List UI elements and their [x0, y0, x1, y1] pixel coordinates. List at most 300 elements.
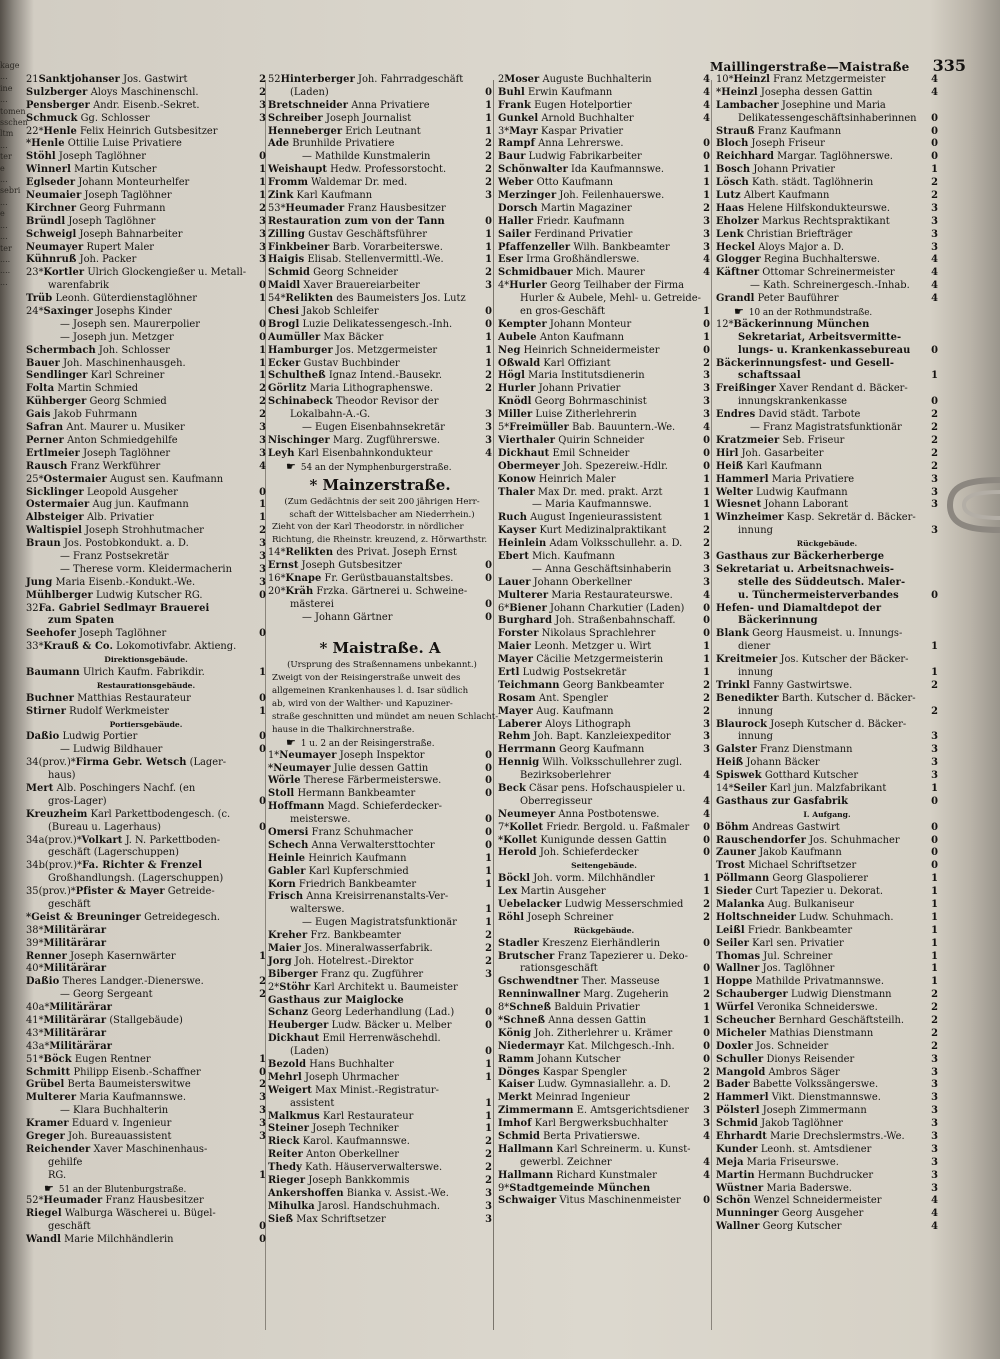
resident-details: Eugen Hotelportier [534, 99, 632, 111]
house-number: 52* [26, 1195, 44, 1207]
resident-details: Fanny Gastwirtswe. [753, 679, 853, 691]
resident-surname: Ertlmeier [26, 447, 80, 459]
resident-surname: Maier [498, 641, 532, 653]
floor-number: 0 [931, 795, 938, 807]
directory-entry [26, 1131, 266, 1144]
resident-surname: Kirchner [26, 202, 77, 214]
directory-entry [498, 190, 710, 203]
floor-number: 2 [931, 1040, 938, 1052]
resident-details: Kaspar Spengler [542, 1066, 627, 1078]
resident-details: Heinrich Kaufmann [308, 852, 407, 864]
directory-column-3 [498, 74, 710, 1336]
resident-details: Karl Kaufmann [746, 460, 822, 472]
directory-entry [26, 1118, 266, 1131]
resident-surname: Baur [498, 151, 526, 163]
household-member [268, 151, 492, 164]
resident-surname: Kayser [498, 525, 537, 537]
directory-entry [26, 448, 266, 461]
edge-fragment: ... [0, 175, 8, 185]
resident-surname: *Geist & Breuninger [26, 911, 141, 923]
resident-surname: Strauß [716, 125, 755, 137]
edge-fragment: sschen [0, 118, 28, 128]
directory-entry [498, 345, 710, 358]
resident-details: Joseph Taglöhner [84, 190, 172, 202]
floor-number: 0 [931, 151, 938, 163]
resident-details: assistent [290, 1097, 335, 1109]
floor-number: 3 [485, 968, 492, 980]
directory-entry [498, 512, 710, 525]
entry-continuation [716, 731, 938, 744]
directory-entry [26, 190, 266, 203]
resident-details: Jos. Schuhmacher [809, 834, 900, 846]
floor-number: 1 [485, 1097, 492, 1109]
edge-fragment: e [0, 163, 5, 173]
resident-details: Berta Privatierswe. [543, 1131, 641, 1143]
house-number: 20* [268, 585, 286, 597]
directory-entry [498, 1092, 710, 1105]
directory-entry [26, 216, 266, 229]
directory-entry [498, 435, 710, 448]
house-number: 8* [498, 1002, 510, 1014]
floor-number: 0 [485, 826, 492, 838]
street-description [268, 509, 492, 522]
resident-surname: Rosam [498, 692, 536, 704]
resident-surname: Greger [26, 1131, 65, 1143]
entry-continuation [26, 1170, 266, 1183]
resident-surname: Saxinger [43, 306, 94, 318]
resident-details: Kat. Milchgesch.-Inh. [567, 1040, 675, 1052]
directory-entry [498, 809, 710, 822]
floor-number: 1 [485, 344, 492, 356]
line-text: 1 u. 2 an der Reisingerstraße. [300, 738, 435, 749]
floor-number: 0 [485, 215, 492, 227]
floor-number: 1 [485, 1059, 492, 1071]
resident-details: Eduard v. Ingenieur [71, 1118, 172, 1130]
directory-entry [716, 873, 938, 886]
resident-details: Aug. Bulkaniseur [767, 899, 854, 910]
resident-surname: Benedikter [716, 692, 779, 704]
resident-surname: Schwaiger [498, 1195, 557, 1207]
floor-number: 3 [931, 202, 938, 214]
resident-details: Vitus Maschinenmeister [559, 1195, 681, 1207]
directory-entry [268, 573, 492, 586]
directory-entry [716, 254, 938, 267]
resident-details: — Joseph sen. Maurerpolier [60, 318, 200, 330]
directory-entry [268, 1214, 492, 1227]
floor-number: 2 [259, 525, 266, 537]
resident-surname: Thaler [498, 486, 535, 498]
floor-number: 4 [931, 280, 938, 292]
directory-entry [716, 963, 938, 976]
running-title: Maillingerstraße—Maistraße [710, 60, 910, 74]
directory-entry [26, 1195, 266, 1208]
resident-surname: Pfaffenzeller [498, 241, 571, 253]
directory-entry [26, 203, 266, 216]
directory-entry [268, 775, 492, 788]
resident-surname: Militärärar [43, 937, 107, 949]
house-number: 5* [498, 422, 510, 434]
floor-number: 1 [703, 177, 710, 189]
floor-number: 1 [703, 306, 710, 318]
resident-details: Cäcilie Metzgermeisterin [536, 654, 664, 666]
floor-number: 3 [259, 1118, 266, 1130]
resident-details: Jos. Kutscher der Bäcker- [780, 654, 909, 666]
directory-entry [268, 840, 492, 853]
directory-entry [26, 74, 266, 87]
resident-details: Bezirksoberlehrer [520, 770, 611, 782]
entry-continuation [716, 577, 938, 590]
directory-entry [268, 1007, 492, 1020]
floor-number: 3 [931, 499, 938, 511]
resident-surname: Pöllmann [716, 873, 770, 885]
resident-details: Barb. Vorarbeiterswe. [332, 241, 443, 253]
house-number: 14* [268, 547, 286, 559]
resident-surname: Schreiber [268, 112, 323, 124]
resident-surname: Schauberger [716, 989, 788, 1001]
line-text: Portiersgebäude. [109, 719, 183, 729]
entry-continuation [716, 641, 938, 654]
resident-details: Ludwig Dienstmann [790, 989, 892, 1001]
resident-surname: Bäckerinnung [738, 615, 818, 627]
resident-surname: Aumüller [268, 331, 321, 343]
resident-details: Luise Zitherlehrerin [535, 409, 637, 421]
directory-entry [716, 87, 938, 100]
floor-number: 3 [259, 447, 266, 459]
resident-details: Johann Privatier [753, 164, 836, 176]
floor-number: 1 [485, 254, 492, 266]
directory-entry [26, 925, 266, 938]
floor-number: 4 [931, 74, 938, 85]
resident-details: — Ludwig Bildhauer [60, 744, 163, 756]
directory-entry [26, 293, 266, 306]
directory-entry [716, 358, 938, 371]
directory-entry [26, 525, 266, 538]
resident-details: Mathias Dienstmann [769, 1027, 874, 1039]
resident-details: des Baumeisters Jos. Lutz [336, 293, 466, 305]
directory-entry [716, 628, 938, 641]
directory-entry [716, 976, 938, 989]
directory-entry [268, 827, 492, 840]
resident-surname: Firma Gebr. Wetsch [75, 757, 187, 769]
directory-entry [498, 1195, 710, 1208]
directory-entry [498, 886, 710, 899]
resident-surname: Nischinger [268, 434, 330, 446]
directory-entry [716, 654, 938, 667]
floor-number: 0 [485, 572, 492, 584]
floor-number: 3 [703, 731, 710, 743]
floor-number: 3 [931, 1143, 938, 1155]
floor-number: 4 [703, 99, 710, 111]
directory-entry [268, 1111, 492, 1124]
resident-details: Erwin Kaufmann [528, 86, 613, 98]
building-subheading [498, 860, 710, 873]
resident-details: Rudolf Werkmeister [69, 705, 170, 717]
resident-surname: Schinabeck [268, 396, 333, 408]
resident-surname: Heumader [43, 1195, 103, 1207]
resident-surname: Eholzer [716, 215, 759, 227]
resident-surname: Wüstner [716, 1182, 764, 1194]
resident-details: Georg Glaspolierer [772, 873, 868, 885]
directory-entry [26, 976, 266, 989]
directory-entry [498, 280, 710, 293]
floor-number: 0 [931, 396, 938, 408]
resident-surname: Neg [498, 344, 521, 356]
directory-entry [716, 822, 938, 835]
resident-details: gros-Lager) [48, 795, 107, 807]
floor-number: 0 [931, 344, 938, 356]
directory-entry [498, 603, 710, 616]
floor-number: 0 [703, 628, 710, 640]
house-number: 35(prov.)* [26, 886, 76, 898]
floor-number: 2 [703, 899, 710, 910]
floor-number: 1 [485, 1123, 492, 1135]
resident-surname: Käftner [716, 267, 760, 279]
resident-surname: Weber [498, 177, 534, 189]
resident-details: Ludw. Bäcker u. Melber [331, 1020, 452, 1032]
resident-surname: Schmid [498, 1131, 541, 1143]
directory-entry [716, 886, 938, 899]
resident-details: Karl Restaurateur [322, 1110, 414, 1122]
directory-entry [716, 499, 938, 512]
directory-entry [498, 719, 710, 732]
resident-details: Berta Baumeisterswitwe [67, 1079, 191, 1091]
resident-details: Kunigunde dessen Gattin [540, 834, 667, 846]
resident-surname: Gasthaus zur Bäckerherberge [716, 550, 885, 562]
floor-number: 0 [931, 860, 938, 872]
page-number: 335 [932, 56, 966, 75]
resident-details: Philipp Eisenb.-Schaffner [73, 1066, 201, 1078]
resident-surname: Heumader [285, 202, 345, 214]
street-description [268, 685, 492, 698]
resident-details: Franz Hausbesitzer [105, 1195, 204, 1207]
floor-number: 0 [703, 460, 710, 472]
resident-details: Jos. Mineralwasserfabrik. [304, 943, 433, 954]
household-member [26, 551, 266, 564]
directory-entry [268, 448, 492, 461]
floor-number: 2 [931, 447, 938, 459]
resident-surname: Henneberger [268, 125, 343, 137]
floor-number: 2 [703, 1066, 710, 1078]
resident-details: innungskrankenkasse [738, 396, 847, 408]
entry-continuation [26, 847, 266, 860]
directory-entry [26, 242, 266, 255]
resident-surname: Zauner [716, 847, 757, 859]
directory-entry [498, 551, 710, 564]
resident-details: Johann Monteurhelfer [78, 177, 190, 189]
resident-details: innung [738, 525, 773, 537]
resident-surname: Daßio [26, 976, 60, 988]
resident-details: Friedrich Bankbeamter [298, 878, 417, 890]
floor-number: 0 [485, 318, 492, 330]
resident-surname: Forster [498, 628, 539, 640]
floor-number: 4 [931, 267, 938, 279]
house-number: 34(prov.)* [26, 757, 76, 769]
floor-number: 3 [703, 576, 710, 588]
resident-surname: Knape [285, 572, 322, 584]
resident-details: Karl jun. Malzfabrikant [769, 782, 887, 794]
resident-details: Franz Metzgermeister [773, 74, 886, 85]
floor-number: 2 [485, 1149, 492, 1161]
street-heading [268, 474, 492, 496]
floor-number: 1 [485, 878, 492, 890]
resident-details: geschäft [48, 1221, 91, 1233]
house-number: 40* [26, 963, 44, 975]
floor-number: 3 [259, 228, 266, 240]
floor-number: 1 [703, 976, 710, 988]
floor-number: 0 [485, 598, 492, 610]
resident-details: — Klara Buchhalterin [60, 1105, 169, 1117]
directory-entry [268, 586, 492, 599]
resident-details: Anton Kaufmann [539, 331, 624, 343]
resident-surname: Leyh [268, 447, 295, 459]
floor-number: 1 [703, 512, 710, 524]
resident-details: Regina Buchhalterswe. [763, 254, 881, 266]
floor-number: 1 [703, 164, 710, 176]
floor-number: 1 [485, 865, 492, 877]
resident-surname: Winnerl [26, 164, 71, 176]
directory-entry [498, 731, 710, 744]
directory-entry [498, 126, 710, 139]
resident-details: Franz Hausbesitzer [347, 202, 446, 214]
paper-clip-icon [936, 460, 1000, 550]
resident-surname: Zimmermann [498, 1105, 574, 1117]
resident-surname: Hallmann [498, 1143, 554, 1155]
floor-number: 3 [931, 1053, 938, 1065]
resident-surname: Heinzl [733, 74, 771, 85]
house-number: 1* [268, 749, 280, 761]
directory-entry [716, 1131, 938, 1144]
resident-details: geschäft [48, 899, 91, 910]
resident-surname: Glogger [716, 254, 761, 266]
resident-surname: Multerer [26, 1092, 77, 1104]
directory-entry [26, 577, 266, 590]
floor-number: 3 [931, 744, 938, 756]
resident-details: Johann Oberkellner [533, 576, 632, 588]
directory-entry [498, 229, 710, 242]
resident-details: Jarosl. Handschuhmach. [317, 1200, 441, 1212]
line-text: 10 an der Rothmundstraße. [748, 308, 873, 319]
resident-surname: Folta [26, 383, 55, 395]
resident-details: Jos. Gastwirt [123, 74, 188, 85]
floor-number: 0 [259, 1234, 266, 1246]
floor-number: 1 [259, 164, 266, 176]
floor-number: 1 [259, 950, 266, 962]
directory-entry [716, 138, 938, 151]
floor-number: 0 [485, 749, 492, 761]
directory-entry [498, 1002, 710, 1015]
house-number: 52 [268, 74, 281, 85]
directory-entry [498, 538, 710, 551]
resident-surname: Kortler [43, 267, 85, 279]
resident-details: Vikt. Dienstmannswe. [771, 1092, 881, 1104]
edge-fragment: sebri [0, 186, 21, 196]
floor-number: 0 [485, 560, 492, 572]
resident-details: walterswe. [290, 904, 345, 916]
entry-continuation [268, 1046, 492, 1059]
directory-entry [716, 1157, 938, 1170]
edge-fragment: ine [0, 83, 13, 93]
directory-entry [498, 590, 710, 603]
line-text: 54 an der Nymphenburgerstraße. [300, 462, 452, 473]
resident-surname: König [498, 1027, 532, 1039]
resident-details: Max Bäcker [323, 331, 384, 343]
floor-number: 1 [931, 963, 938, 975]
resident-details: Johann Kutscher [537, 1053, 621, 1065]
directory-entry [26, 706, 266, 719]
resident-surname: Hinterberger [280, 74, 355, 85]
resident-details: Friedr. Bergold. u. Faßmaler [546, 821, 690, 833]
directory-entry [268, 1020, 492, 1033]
resident-details: Christian Briefträger [746, 228, 853, 240]
resident-details: Andr. Eisenb.-Sekret. [93, 99, 200, 111]
entry-continuation [268, 1098, 492, 1111]
house-number: 34a(prov.)* [26, 834, 82, 846]
floor-number: 2 [259, 74, 266, 85]
directory-entry [498, 358, 710, 371]
floor-number: 4 [703, 1169, 710, 1181]
resident-details: Getreidegesch. [144, 911, 220, 923]
directory-entry [26, 667, 266, 680]
resident-surname: Finkbeiner [268, 241, 330, 253]
entry-continuation [26, 770, 266, 783]
directory-entry [268, 1201, 492, 1214]
resident-details: en gros-Geschäft [520, 306, 605, 318]
directory-entry [716, 74, 938, 87]
directory-entry [716, 951, 938, 964]
resident-details: Jakob Kaufmann [759, 847, 842, 859]
resident-details: Wilh. Volksschullehrer zugl. [542, 757, 683, 769]
floor-number: 2 [931, 679, 938, 691]
directory-entry [268, 280, 492, 293]
resident-details: Georg Bohrmaschinist [534, 396, 647, 408]
resident-surname: Rieger [268, 1175, 306, 1187]
floor-number: 2 [485, 1136, 492, 1148]
directory-entry [498, 525, 710, 538]
floor-number: 1 [485, 357, 492, 369]
resident-details: Getreide- [167, 886, 215, 898]
directory-entry [716, 1105, 938, 1118]
floor-number: 1 [931, 782, 938, 794]
directory-entry [716, 564, 938, 577]
floor-number: 2 [485, 955, 492, 967]
entry-continuation [716, 667, 938, 680]
floor-number: 1 [485, 904, 492, 916]
floor-number: 3 [703, 241, 710, 253]
directory-column-1 [26, 74, 266, 1336]
directory-entry [716, 1118, 938, 1131]
resident-surname: Micheler [716, 1027, 767, 1039]
resident-surname: Rausch [26, 460, 68, 472]
directory-entry [268, 1123, 492, 1136]
floor-number: 0 [703, 1027, 710, 1039]
resident-details: Peter Bauführer [757, 293, 839, 305]
floor-number: 0 [703, 1053, 710, 1065]
house-number: 43* [26, 1027, 44, 1039]
floor-number: 0 [259, 486, 266, 498]
resident-details: Hermann Buchdrucker [757, 1169, 874, 1181]
entry-continuation [716, 615, 938, 628]
resident-surname: Weigert [268, 1084, 312, 1096]
floor-number: 3 [931, 1169, 938, 1181]
floor-number: 2 [703, 525, 710, 537]
directory-entry [716, 1144, 938, 1157]
resident-details: Leonh. Metzger u. Wirt [534, 641, 652, 653]
resident-details: Joseph Kutscher d. Bäcker- [770, 718, 907, 730]
resident-details: Joseph Schreiner [527, 911, 614, 923]
directory-entry [26, 474, 266, 487]
directory-entry [498, 203, 710, 216]
resident-surname: Sieder [716, 886, 753, 898]
